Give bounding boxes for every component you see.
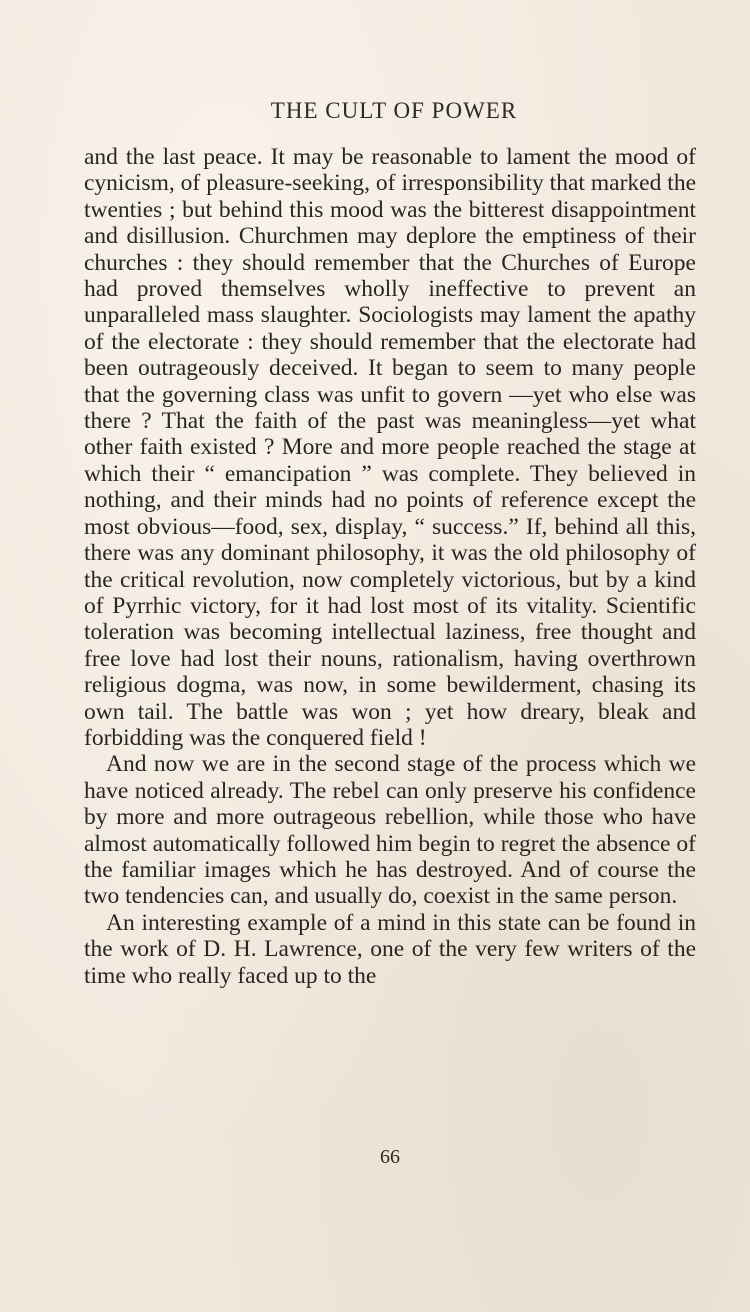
page-number: 66 [380, 1146, 400, 1168]
paragraph-3: An interesting example of a mind in this state can be found in the work of D. H. Lawrence, one of the very few writers of the time who really faced up to the [84, 909, 696, 989]
running-head: THE CULT OF POWER [270, 98, 518, 123]
paragraph-1: and the last peace. It may be reasonable to lament the mood of cynicism, of pleasure-seeking, of irresponsibility that marked the twenties ; but behind this mood was the bitterest disappointment and disillusion. Churchmen may deplore the emptiness of their churches : they should remember that the Churches of Europe had proved themselves wholly ineffective to prevent an unparalleled mass slaughter. Sociologists may lament the apathy of the electorate : they should remember that the electorate had been outrageously deceived. It began to seem to many people that the governing class was unfit to govern —yet who else was there ? That the faith of the past was meaningless—yet what other faith existed ? More and more people reached the stage at which their “ emancipation ” was complete. They believed in nothing, and their minds had no points of reference except the most obvious—food, sex, display, “ success.” If, behind all this, there was any dominant philosophy, it was the old philosophy of the critical revolution, now completely victorious, but by a kind of Pyrrhic victory, for it had lost most of its vitality. Scientific toleration was becoming intellectual laziness, free thought and free love had lost their nouns, rationalism, having overthrown religious dogma, was now, in some bewilderment, chasing its own tail. The battle was won ; yet how dreary, bleak and forbidding was the conquered field ! [84, 144, 696, 751]
paragraph-2: And now we are in the second stage of the process which we have noticed already. The rebel can only preserve his confidence by more and more outrageous rebellion, while those who have almost automatically followed him begin to regret the absence of the familiar images which he has destroyed. And of course the two tendencies can, and usually do, coexist in the same person. [84, 751, 696, 910]
body-text [84, 144, 696, 989]
